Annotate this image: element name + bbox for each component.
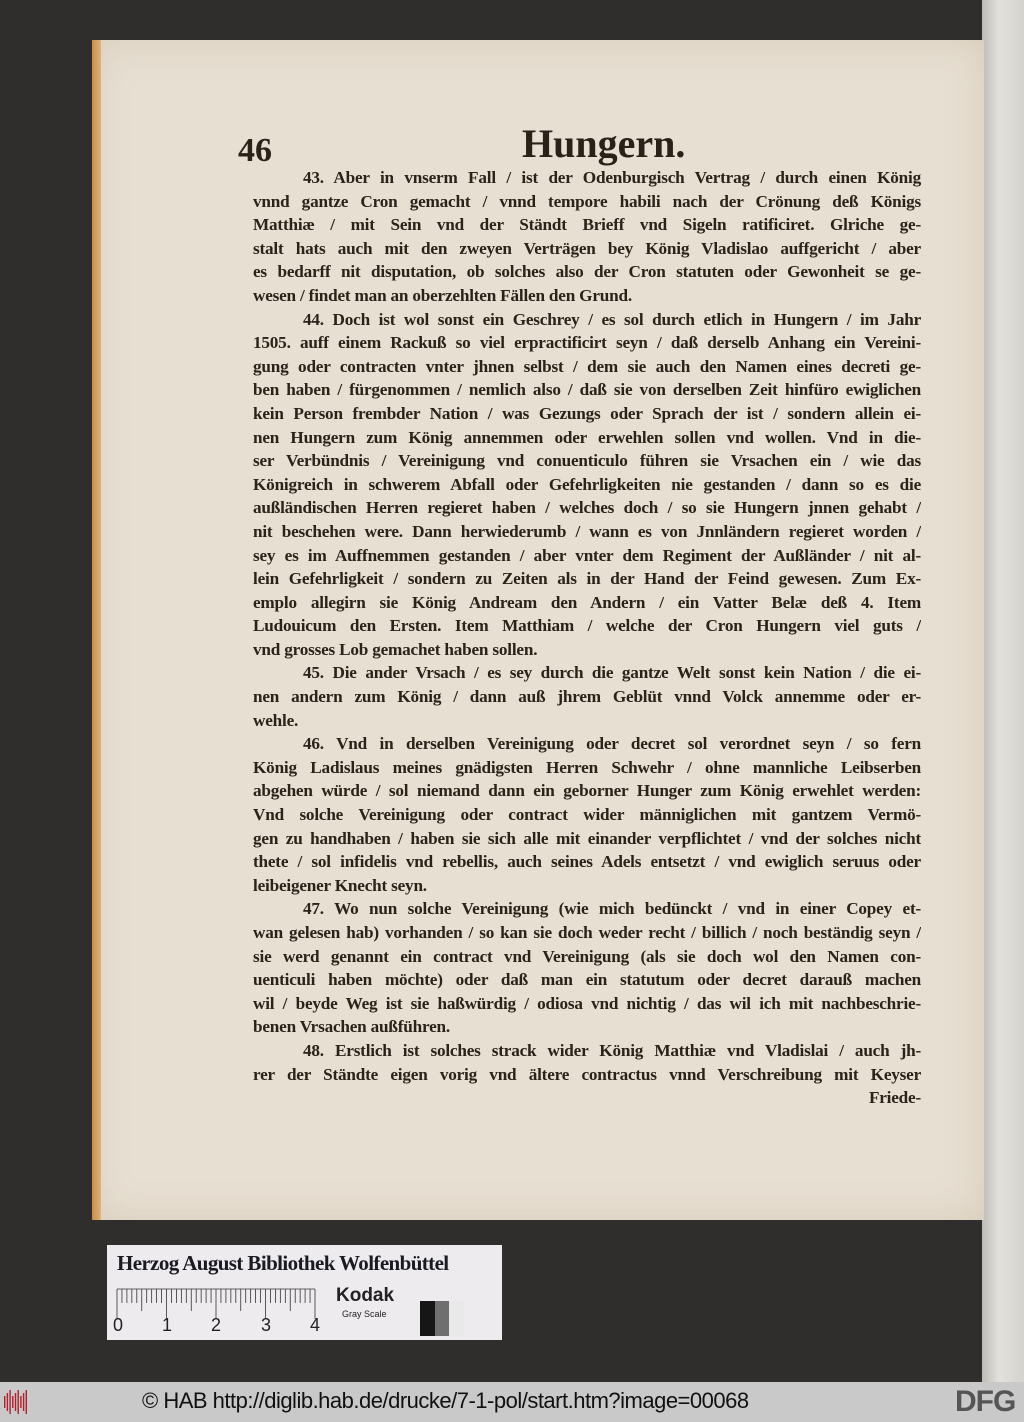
text-line: Vnd solche Vereinigung oder contract wider männiglichen mit gantzem Vermö- [253,805,921,825]
text-line: 47. Wo nun solche Vereinigung (wie mich bedünckt / vnd in einer Copey et- [303,899,921,919]
page-edge [92,40,101,1220]
logo-bar [18,1390,19,1414]
footer-bar [0,1382,1024,1422]
logo-bar [20,1396,21,1408]
logo-bar [7,1393,8,1411]
text-line: 1505. auff einem Rackuß so viel erpractificirt seyn / daß derselb Anhang ein Vereini- [253,333,921,353]
ruler-number: 2 [211,1315,222,1335]
text-line: 46. Vnd in derselben Vereinigung oder decret sol verordnet seyn / so fern [303,734,921,754]
text-line: wan gelesen hab) vorhanden / so kan sie doch weder recht / billich / noch beständig seyn / [253,923,921,942]
text-line: Friede- [868,1088,921,1108]
backing-sheet [982,0,1024,1382]
running-head: Hungern. [522,121,686,166]
ruler-number: 1 [162,1315,173,1335]
text-line: sie werd genannt ein contract vnd Vereinigung (als sie doch wol den Namen con- [253,946,921,966]
text-line: leibeigener Knecht seyn. [253,875,427,895]
text-line: ser Verbündnis / Vereinigung vnd conuenticulo führen sie Vrsachen ein / wie das [253,451,921,471]
logo-bar [23,1393,24,1411]
logo-bar [12,1396,13,1408]
text-line: kein Person frembder Nation / was Gezungs oder Sprach der ist / sondern allein ei- [253,403,921,423]
text-line: uenticuli haben möchte) oder daß man ein statutum oder decret darauß machen [253,970,921,990]
text-line: nit beschehen were. Dann herwiederumb / wann es von Jnnländern regieret worden / [253,521,921,541]
text-line: rer der Ständte eigen vorig vnd ältere contractus vnnd Verschreibung mit Keyser [253,1064,921,1084]
text-line: thete / sol infidelis vnd rebellis, auch seines Adels entsetzt / vnd ewiglich seruus oder [253,852,921,872]
text-line: gung oder contracten vnter jhnen selbst / dem sie auch den Namen eines decreti ge- [253,356,921,376]
text-line: wesen / findet man an oberzehlten Fällen den Grund. [253,285,632,305]
swatch-gray [435,1301,450,1336]
hab-logo-icon [4,1388,28,1416]
gray-swatches [420,1301,464,1336]
color-calibration-card [107,1245,502,1340]
text-line: König Ladislaus meines gnädigsten Herren Schwehr / ohne mannliche Leibserben [253,757,921,777]
logo-bar [4,1396,5,1408]
logo-bar [15,1393,16,1411]
text-line: Ludouicum den Ersten. Item Matthiam / welche der Cron Hungern viel guts / [253,616,921,636]
page-number: 46 [238,132,272,169]
text-line: emplo allegirn sie König Andream den Andern / ein Vatter Belæ deß 4. Item [253,592,921,612]
text-line: wil / beyde Weg ist sie haßwürdig / odiosa vnd nichtig / das wil ich mit nachbeschrie- [253,993,921,1013]
dfg-logo: DFG [955,1385,1016,1418]
text-line: stalt hats auch mit den zweyen Verträgen bey König Vladislao auffgericht / aber [253,238,921,258]
text-line: nen andern zum König / dann auß jhrem Geblüt vnnd Volck annemme oder er- [253,687,921,707]
ruler-scale [114,1285,324,1319]
kodak-logo: Kodak [336,1285,395,1306]
text-line: benen Vrsachen außführen. [253,1017,450,1037]
text-line: 43. Aber in vnserm Fall / ist der Odenburgisch Vertrag / durch einen König [303,168,921,187]
text-line: es bedarff nit disputation, ob solches also der Cron statuten oder Gewonheit se ge- [253,262,921,282]
swatch-white [449,1301,464,1336]
text-line: ben haben / fürgenommen / nemlich also / daß sie von derselben Zeit hinfüro ewiglichen [253,380,921,400]
book-page [92,40,984,1220]
ruler-number: 0 [113,1315,124,1335]
card-title: Herzog August Bibliothek Wolfenbüttel [117,1251,449,1275]
swatch-black [420,1301,435,1336]
text-line: wehle. [253,710,299,730]
text-line: außländischen Herren regieret haben / welches doch / so sie Hungern jnnen gehabt / [253,498,921,518]
ruler-number: 3 [261,1315,272,1335]
text-line: vnnd gantze Cron gemacht / vnnd tempore habili nach der Crönung deß Königs [253,191,921,211]
logo-bar [9,1390,10,1414]
text-line: sey es im Auffnemmen gestanden / aber vnter dem Regiment der Außländer / nit al- [253,545,921,565]
text-line: nen Hungern zum König annemmen oder erwehlen sollen vnd wollen. Vnd in die- [253,427,921,447]
text-line: abgehen würde / sol niemand dann ein geborner Hunger zum König erwehlet werden: [253,781,921,801]
logo-bar [26,1390,27,1414]
ruler-number: 4 [310,1315,321,1335]
text-line: gen zu handhaben / haben sie sich alle mit einander verpflichtet / vnd der solches nicht [253,828,921,848]
text-line: vnd grosses Lob gemachet haben sollen. [253,639,538,659]
text-line: Königreich in schwerem Abfall oder Gefehrligkeiten nie gestanden / dann so es die [253,474,921,494]
text-line: 44. Doch ist wol sonst ein Geschrey / es sol durch etlich in Hungern / im Jahr [303,309,921,329]
text-line: Matthiæ / mit Sein vnd der Ständt Brieff vnd Sigeln ratificiret. Glriche ge- [253,215,921,235]
body-text [253,166,921,1110]
gray-scale-label: Gray Scale [342,1309,387,1319]
text-line: 48. Erstlich ist solches strack wider König Matthiæ vnd Vladislai / auch jh- [303,1040,921,1060]
text-line: 45. Die ander Vrsach / es sey durch die gantze Welt sonst kein Nation / die ei- [303,663,921,683]
copyright-url: © HAB http://diglib.hab.de/drucke/7-1-pol/start.htm?image=00068 [142,1388,749,1413]
text-line: lein Gefehrligkeit / sondern zu Zeiten als in der Hand der Feind gewesen. Zum Ex- [253,569,921,589]
